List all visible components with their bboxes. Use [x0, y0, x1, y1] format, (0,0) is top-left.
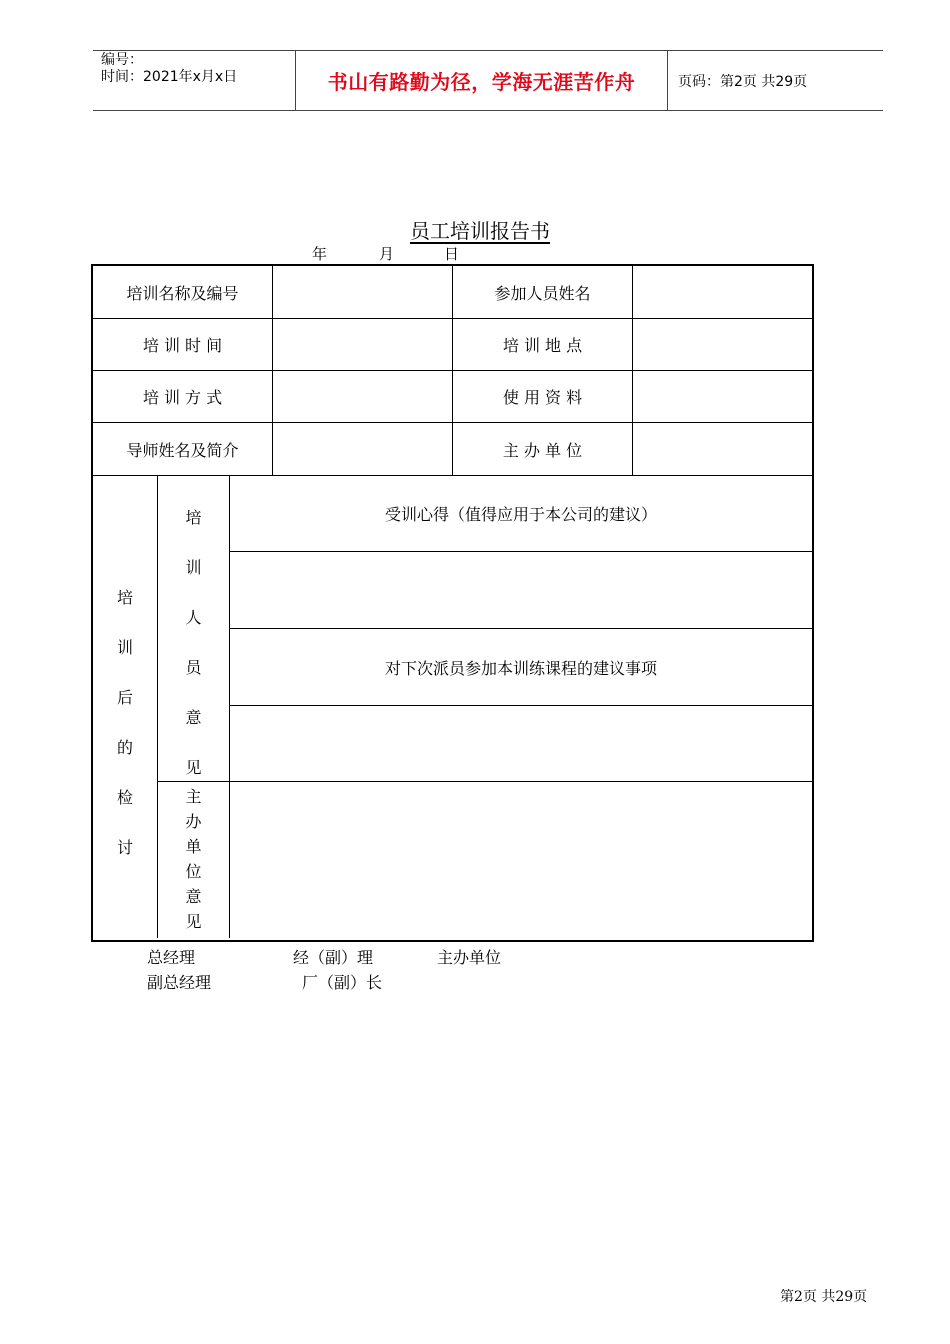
field-organizer[interactable]	[633, 423, 810, 475]
header-bottom-rule	[93, 110, 883, 111]
field-participants[interactable]	[633, 266, 810, 318]
sig-manager: 经（副）理	[293, 948, 374, 967]
label-training-name: 培训名称及编号	[126, 283, 239, 303]
header-divider-right	[667, 50, 668, 110]
page-number: 第2页 共29页	[780, 1289, 868, 1305]
field-training-time[interactable]	[273, 319, 452, 370]
date-day-label: 日	[444, 245, 460, 263]
field-materials[interactable]	[633, 371, 810, 422]
label-training-time: 培 训 时 间	[142, 336, 223, 355]
label-organizer: 主 办 单 位	[502, 440, 583, 460]
organizer-opinion-label: 主 办 单 位 意 见	[185, 787, 202, 931]
organizer-opinion-field[interactable]	[230, 782, 812, 938]
date-month-label: 月	[379, 245, 395, 263]
date-year-label: 年	[312, 245, 328, 263]
sig-organizer: 主办单位	[437, 948, 502, 967]
header-top-rule	[93, 50, 883, 51]
header-page-label: 页码：第2页 共29页	[678, 74, 808, 90]
document-title: 员工培训报告书	[410, 219, 550, 243]
field-training-method[interactable]	[273, 371, 452, 422]
sig-factory-director: 厂（副）长	[302, 973, 383, 992]
field-training-location[interactable]	[633, 319, 810, 370]
label-materials: 使 用 资 料	[502, 388, 583, 407]
review-section-label: 培 训 后 的 检 讨	[116, 588, 133, 857]
insights-heading: 受训心得（值得应用于本公司的建议）	[384, 505, 657, 524]
header-code-label: 编号：	[101, 52, 143, 68]
trainee-opinion-label: 培 训 人 员 意 见	[185, 508, 202, 777]
label-instructor: 导师姓名及简介	[126, 440, 239, 460]
sig-general-manager: 总经理	[147, 948, 196, 967]
sig-deputy-general-manager: 副总经理	[147, 973, 212, 992]
suggestions-heading: 对下次派员参加本训练课程的建议事项	[384, 658, 657, 678]
label-training-location: 培 训 地 点	[502, 336, 583, 355]
field-instructor[interactable]	[273, 423, 452, 475]
date-line	[312, 243, 459, 264]
suggestions-field[interactable]	[230, 706, 812, 781]
label-participants: 参加人员姓名	[494, 283, 591, 303]
field-training-name[interactable]	[273, 266, 452, 318]
insights-field[interactable]	[230, 552, 812, 628]
header-time-label: 时间：2021年x月x日	[101, 69, 238, 85]
header-motto: 书山有路勤为径，学海无涯苦作舟	[327, 70, 636, 94]
label-training-method: 培 训 方 式	[142, 388, 223, 407]
